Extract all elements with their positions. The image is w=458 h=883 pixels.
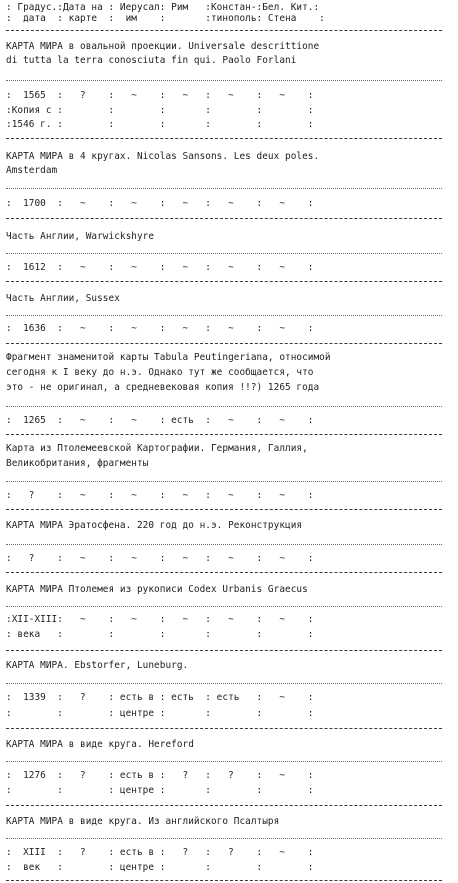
- entry-title: КАРТА МИРА. Ebstorfer, Luneburg.: [6, 660, 189, 671]
- entry-title: КАРТА МИРА в 4 кругах. Nicolas Sansons. Les deux poles.: [6, 151, 320, 162]
- table-row: : 1565 : ? : ~ : ~ : ~ : ~ :: [6, 90, 314, 101]
- entry-title: Великобритания, фрагменты: [6, 458, 149, 469]
- entry-title: КАРТА МИРА в виде круга. Из английского Псалтыря: [6, 816, 280, 827]
- entry-title: КАРТА МИРА Эратосфена. 220 год до н.э. Реконструкция: [6, 520, 303, 531]
- table-row: : 1276 : ? : есть в : ? : ? : ~ :: [6, 770, 314, 781]
- entry-rule: [6, 509, 442, 510]
- row-top-rule: [6, 188, 442, 189]
- table-header-line-2: : дата : карте : им : :тинополь: Стена :: [6, 13, 325, 24]
- entry-title: Amsterdam: [6, 165, 58, 176]
- table-header-line-1: : Градус.:Дата на : Иерусал: Рим :Констан-:Бел. Кит.:: [6, 2, 320, 13]
- entry-rule: [6, 805, 442, 806]
- row-top-rule: [6, 80, 442, 81]
- entry-rule: [6, 650, 442, 651]
- header-rule: [6, 30, 442, 31]
- entry-title: Часть Англии, Warwickshyre: [6, 231, 155, 242]
- entry-rule: [6, 880, 442, 881]
- table-row: : : : центре : : : :: [6, 785, 314, 796]
- entry-rule: [6, 138, 442, 139]
- entry-rule: [6, 572, 442, 573]
- entry-title: это - не оригинал, а средневековая копия !!?) 1265 года: [6, 382, 320, 393]
- table-row: :XII-XIII: ~ : ~ : ~ : ~ : ~ :: [6, 614, 314, 625]
- table-row: : 1265 : ~ : ~ : есть : ~ : ~ :: [6, 415, 314, 426]
- table-row: : век : : центре : : : :: [6, 862, 314, 873]
- table-row: : 1700 : ~ : ~ : ~ : ~ : ~ :: [6, 198, 314, 209]
- entry-rule: [6, 343, 442, 344]
- table-row: : XIII : ? : есть в : ? : ? : ~ :: [6, 847, 314, 858]
- row-top-rule: [6, 544, 442, 545]
- table-row: : : : центре : : : :: [6, 708, 314, 719]
- row-top-rule: [6, 838, 442, 839]
- entry-rule: [6, 218, 442, 219]
- row-top-rule: [6, 406, 442, 407]
- table-row: : 1612 : ~ : ~ : ~ : ~ : ~ :: [6, 262, 314, 273]
- entry-title: Часть Англии, Sussex: [6, 293, 120, 304]
- table-row: :Копия с : : : : : :: [6, 105, 314, 116]
- entry-rule: [6, 728, 442, 729]
- table-row: : ? : ~ : ~ : ~ : ~ : ~ :: [6, 490, 314, 501]
- table-row: : ? : ~ : ~ : ~ : ~ : ~ :: [6, 553, 314, 564]
- entry-title: сегодня к I веку до н.э. Однако тут же сообщается, что: [6, 367, 314, 378]
- entry-title: КАРТА МИРА в овальной проекции. Universale descrittione: [6, 41, 320, 52]
- table-row: : 1636 : ~ : ~ : ~ : ~ : ~ :: [6, 323, 314, 334]
- table-row: :1546 г. : : : : : :: [6, 119, 314, 130]
- entry-rule: [6, 434, 442, 435]
- entry-title: КАРТА МИРА в виде круга. Hereford: [6, 739, 194, 750]
- table-row: : века : : : : : :: [6, 629, 314, 640]
- row-top-rule: [6, 761, 442, 762]
- entry-title: di tutta la terra conosciuta fin qui. Paolo Forlani: [6, 55, 297, 66]
- entry-title: Фрагмент знаменитой карты Tabula Peutingeriana, относимой: [6, 352, 331, 363]
- entry-rule: [6, 281, 442, 282]
- entry-title: Карта из Птолемеевской Картографии. Германия, Галлия,: [6, 443, 308, 454]
- row-top-rule: [6, 315, 442, 316]
- row-top-rule: [6, 253, 442, 254]
- table-row: : 1339 : ? : есть в : есть : есть : ~ :: [6, 692, 314, 703]
- entry-title: КАРТА МИРА Птолемея из рукописи Codex Urbanis Graecus: [6, 584, 308, 595]
- row-top-rule: [6, 606, 442, 607]
- row-top-rule: [6, 683, 442, 684]
- row-top-rule: [6, 481, 442, 482]
